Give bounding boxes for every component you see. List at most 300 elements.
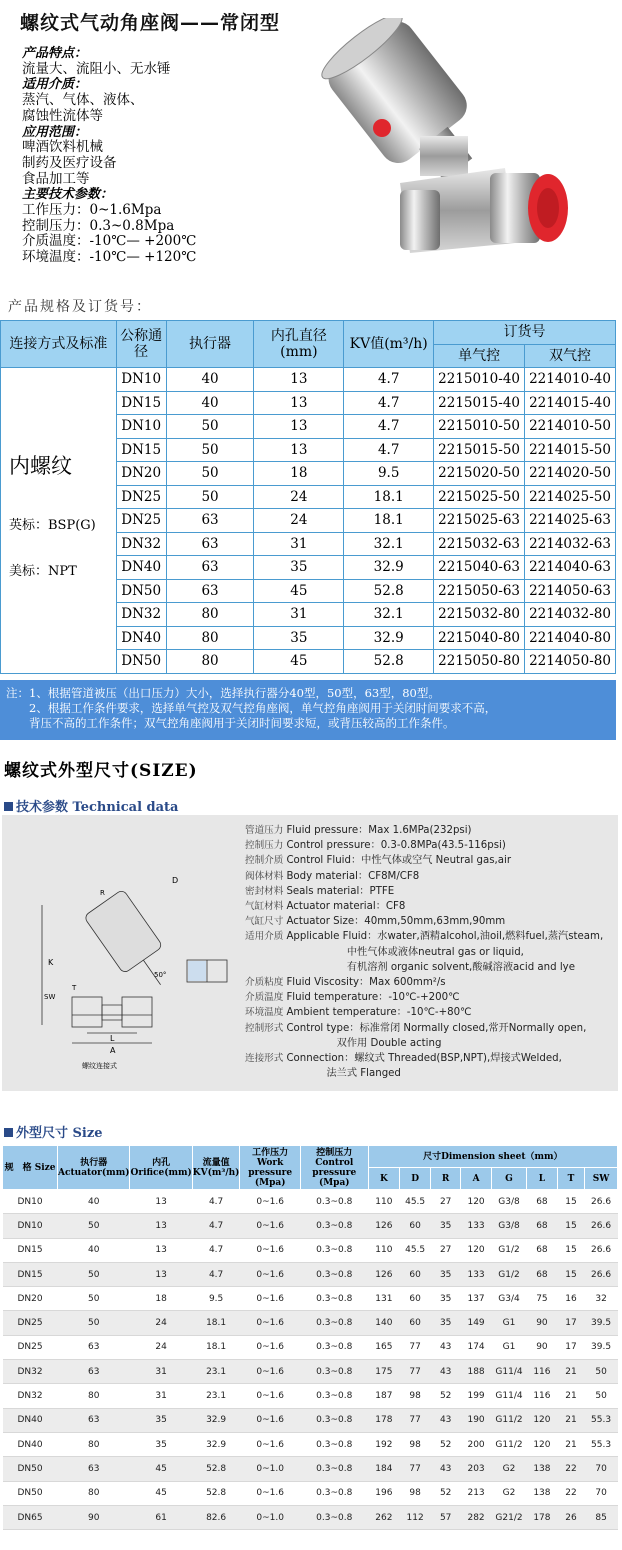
tech-value: 法兰式 Flanged: [245, 1068, 401, 1080]
size-cell: 126: [368, 1214, 400, 1238]
size-cell: 13: [130, 1214, 192, 1238]
svg-text:D: D: [172, 876, 179, 885]
size-cell: 22: [557, 1481, 584, 1505]
size-cell: 39.5: [585, 1335, 618, 1359]
feature-line: 介质温度：-10℃— +200℃: [22, 233, 197, 250]
order-cell: 13: [254, 415, 344, 439]
size-col-work: 工作压力 Work pressure (Mpa): [240, 1146, 300, 1190]
svg-text:K: K: [48, 958, 54, 967]
order-cell: 13: [254, 368, 344, 392]
size-cell: 52: [431, 1481, 461, 1505]
size-cell: 31: [130, 1384, 192, 1408]
page-title: 螺纹式气动角座阀——常闭型: [20, 12, 281, 34]
feature-line: 工作压力：0~1.6Mpa: [22, 202, 162, 219]
dim-col-d: D: [400, 1168, 431, 1190]
order-cell: 2215020-50: [434, 462, 525, 486]
size-cell: 4.7: [192, 1238, 240, 1262]
size-cell: 52: [431, 1432, 461, 1456]
size-cell: G1: [491, 1335, 526, 1359]
order-cell: 2214010-50: [525, 415, 616, 439]
size-cell: 98: [400, 1384, 431, 1408]
size-cell: 85: [585, 1505, 618, 1529]
size-cell: 27: [431, 1238, 461, 1262]
size-cell: 63: [58, 1408, 130, 1432]
size-cell: 60: [400, 1287, 431, 1311]
tech-key: 控制形式: [245, 1022, 287, 1034]
order-cell: 45: [254, 579, 344, 603]
dim-col-g: G: [491, 1168, 526, 1190]
size-cell: 165: [368, 1335, 400, 1359]
size-cell: 0.3~0.8: [300, 1214, 368, 1238]
tech-value: Actuator Size：40mm,50mm,63mm,90mm: [286, 916, 506, 928]
size-cell: 175: [368, 1360, 400, 1384]
order-cell: DN32: [116, 603, 166, 627]
size-cell: 116: [527, 1384, 558, 1408]
order-cell: 18: [254, 462, 344, 486]
tech-item: [245, 1005, 617, 1020]
size-cell: 200: [461, 1432, 492, 1456]
order-cell: 2215032-80: [434, 603, 525, 627]
size-cell: G2: [491, 1457, 526, 1481]
size-cell: 61: [130, 1505, 192, 1529]
svg-text:R: R: [100, 889, 105, 897]
tech-value: Actuator material：CF8: [286, 901, 406, 913]
order-cell: DN25: [116, 485, 166, 509]
feature-line: 流量大、流阻小、无水锤: [22, 60, 171, 77]
size-cell: 190: [461, 1408, 492, 1432]
feature-line: 啤酒饮料机械: [22, 139, 103, 156]
tech-value: Control Fluid：中性气体或空气 Neutral gas,air: [286, 855, 512, 867]
size-cell: 26.6: [585, 1238, 618, 1262]
size-cell: 0~1.6: [240, 1481, 300, 1505]
dim-col-t: T: [557, 1168, 584, 1190]
svg-text:50°: 50°: [154, 971, 167, 979]
tech-key: 管道压力: [245, 825, 287, 836]
size-row: [3, 1408, 618, 1432]
order-cell: 2214020-50: [525, 462, 616, 486]
size-cell: 39.5: [585, 1311, 618, 1335]
size-cell: 131: [368, 1287, 400, 1311]
size-cell: 63: [58, 1457, 130, 1481]
size-cell: 120: [461, 1190, 492, 1214]
size-cell: 0.3~0.8: [300, 1481, 368, 1505]
size-cell: 35: [431, 1262, 461, 1286]
order-cell: DN20: [116, 462, 166, 486]
size-cell: 0.3~0.8: [300, 1190, 368, 1214]
tech-item: [245, 945, 617, 960]
size-cell: 0~1.0: [240, 1457, 300, 1481]
size-col-actuator: 执行器 Actuator(mm): [58, 1146, 130, 1190]
size-cell: 77: [400, 1408, 431, 1432]
size-cell: 35: [130, 1408, 192, 1432]
size-cell: 15: [557, 1190, 584, 1214]
order-cell: 2215010-40: [434, 368, 525, 392]
size-cell: 184: [368, 1457, 400, 1481]
size-cell: 0.3~0.8: [300, 1432, 368, 1456]
tech-item: [245, 1051, 617, 1066]
size-cell: 26.6: [585, 1262, 618, 1286]
dim-col-sw: SW: [585, 1168, 618, 1190]
tech-item: [245, 884, 617, 899]
tech-item: [245, 990, 617, 1005]
size-cell: 0.3~0.8: [300, 1238, 368, 1262]
size-row: [3, 1384, 618, 1408]
size-cell: G3/4: [491, 1287, 526, 1311]
col-bore: 内孔直径(mm): [254, 321, 344, 368]
size-cell: 35: [431, 1287, 461, 1311]
tech-item: [245, 960, 617, 975]
col-order: 订货号: [434, 321, 616, 345]
size-cell: 16: [557, 1287, 584, 1311]
order-cell: 63: [166, 532, 254, 556]
size-cell: 0~1.6: [240, 1335, 300, 1359]
size-col-orifice: 内孔 Orifice(mm): [130, 1146, 192, 1190]
order-cell: 4.7: [344, 391, 434, 415]
size-cell: 68: [527, 1214, 558, 1238]
col-dn: 公称通径: [116, 321, 166, 368]
order-cell: 2214040-63: [525, 556, 616, 580]
tech-item: [245, 823, 617, 838]
size-cell: 52.8: [192, 1457, 240, 1481]
order-cell: 2215050-63: [434, 579, 525, 603]
order-cell: DN32: [116, 532, 166, 556]
spec-title: 产品规格及订货号：: [8, 299, 152, 315]
feature-line: 制药及医疗设备: [22, 154, 117, 171]
size-cell: 40: [58, 1190, 130, 1214]
size-cell: 68: [527, 1238, 558, 1262]
tech-panel: [2, 815, 618, 1091]
size-cell: 18: [130, 1287, 192, 1311]
size-cell: G2: [491, 1481, 526, 1505]
size-cell: 68: [527, 1190, 558, 1214]
size-cell: 26.6: [585, 1190, 618, 1214]
tech-item: [245, 914, 617, 929]
order-cell: 2215010-50: [434, 415, 525, 439]
tech-value: Control pressure：0.3-0.8MPa(43.5-116psi): [286, 840, 506, 852]
order-cell: 2214010-40: [525, 368, 616, 392]
size-cell: 90: [527, 1311, 558, 1335]
size-cell: DN40: [3, 1432, 58, 1456]
size-cell: DN25: [3, 1311, 58, 1335]
col-kv: KV值(m³/h): [344, 321, 434, 368]
feature-line: 控制压力：0.3~0.8Mpa: [22, 217, 175, 234]
size-cell: DN40: [3, 1408, 58, 1432]
size-cell: 35: [431, 1214, 461, 1238]
size-cell: 0.3~0.8: [300, 1457, 368, 1481]
feature-heading: 主要技术参数：: [22, 187, 114, 203]
size-cell: G3/8: [491, 1190, 526, 1214]
size-cell: 0~1.6: [240, 1311, 300, 1335]
order-cell: 50: [166, 485, 254, 509]
valve-photo: [300, 18, 590, 280]
size-cell: 0~1.6: [240, 1432, 300, 1456]
order-cell: 80: [166, 603, 254, 627]
tech-item: [245, 869, 617, 884]
order-cell: 40: [166, 391, 254, 415]
dim-col-a: A: [461, 1168, 492, 1190]
tech-item: [245, 899, 617, 914]
order-cell: DN15: [116, 438, 166, 462]
size-cell: 0~1.6: [240, 1287, 300, 1311]
size-cell: 43: [431, 1335, 461, 1359]
size-row: [3, 1214, 618, 1238]
size-cell: 0~1.6: [240, 1384, 300, 1408]
size-cell: 0~1.6: [240, 1214, 300, 1238]
size-cell: G21/2: [491, 1505, 526, 1529]
size-cell: G11/4: [491, 1384, 526, 1408]
size-row: [3, 1505, 618, 1529]
conn-npt-label: 美标：NPT: [9, 564, 77, 579]
size-cell: 21: [557, 1360, 584, 1384]
tech-key: 气缸材料: [245, 901, 287, 913]
order-cell: 2215040-63: [434, 556, 525, 580]
order-cell: 2214015-50: [525, 438, 616, 462]
order-cell: 13: [254, 438, 344, 462]
order-table: [0, 320, 616, 674]
tech-item: [245, 929, 617, 944]
size-cell: 0~1.0: [240, 1505, 300, 1529]
size-row: [3, 1457, 618, 1481]
order-cell: 52.8: [344, 650, 434, 674]
size-col-control: 控制压力 Control pressure (Mpa): [300, 1146, 368, 1190]
size-cell: 9.5: [192, 1287, 240, 1311]
tech-value: Ambient temperature：-10℃-+80℃: [286, 1007, 472, 1019]
size-cell: 213: [461, 1481, 492, 1505]
col-single: 单气控: [434, 344, 525, 368]
order-cell: 2215025-50: [434, 485, 525, 509]
size-cell: 57: [431, 1505, 461, 1529]
tech-value: Fluid Viscosity：Max 600mm²/s: [286, 977, 446, 989]
order-cell: 2214032-80: [525, 603, 616, 627]
size-cell: 192: [368, 1432, 400, 1456]
tech-key: 介质粘度: [245, 977, 287, 989]
tech-value: Control type：标准常闭 Normally closed,常开Normally open,: [286, 1022, 587, 1034]
size-cell: 0~1.6: [240, 1262, 300, 1286]
feature-line: 蒸汽、气体、液体、: [22, 92, 144, 109]
size-cell: 98: [400, 1432, 431, 1456]
order-cell: 63: [166, 509, 254, 533]
order-cell: DN10: [116, 368, 166, 392]
size-cell: 0.3~0.8: [300, 1287, 368, 1311]
size-cell: 52: [431, 1384, 461, 1408]
size-cell: 27: [431, 1190, 461, 1214]
size-cell: 18.1: [192, 1311, 240, 1335]
tech-key: 密封材料: [245, 885, 287, 897]
size-cell: G1/2: [491, 1262, 526, 1286]
size-cell: 24: [130, 1335, 192, 1359]
order-cell: 2214050-80: [525, 650, 616, 674]
conn-main-label: 内螺纹: [9, 454, 72, 478]
order-cell: 2214025-63: [525, 509, 616, 533]
size-cell: 13: [130, 1262, 192, 1286]
size-cell: 4.7: [192, 1190, 240, 1214]
size-cell: 80: [58, 1432, 130, 1456]
size-cell: 60: [400, 1311, 431, 1335]
size-cell: DN15: [3, 1262, 58, 1286]
order-cell: 13: [254, 391, 344, 415]
size-cell: 45: [130, 1457, 192, 1481]
size-row: [3, 1287, 618, 1311]
size-row: [3, 1481, 618, 1505]
svg-text:T: T: [72, 984, 77, 992]
size-cell: G1: [491, 1311, 526, 1335]
size-cell: 45.5: [400, 1190, 431, 1214]
size-cell: 70: [585, 1481, 618, 1505]
col-actuator: 执行器: [166, 321, 254, 368]
svg-text:螺纹连接式: 螺纹连接式: [82, 1062, 117, 1070]
tech-key: 适用介质: [245, 931, 287, 943]
dim-col-r: R: [431, 1168, 461, 1190]
order-cell: 4.7: [344, 368, 434, 392]
size-cell: 0~1.6: [240, 1190, 300, 1214]
order-cell: 2214032-63: [525, 532, 616, 556]
size-cell: 138: [527, 1481, 558, 1505]
tech-key: 控制压力: [245, 840, 287, 852]
order-cell: 2215032-63: [434, 532, 525, 556]
note-line: 注：1、根据管道被压（出口压力）大小，选择执行器分40型，50型，63型，80型。: [6, 686, 440, 700]
svg-text:L: L: [110, 1034, 115, 1043]
order-cell: 80: [166, 626, 254, 650]
size-cell: 80: [58, 1481, 130, 1505]
size-cell: 0.3~0.8: [300, 1311, 368, 1335]
size-cell: 60: [400, 1262, 431, 1286]
order-note: [0, 680, 616, 740]
size-cell: DN15: [3, 1238, 58, 1262]
size-cell: 0.3~0.8: [300, 1408, 368, 1432]
conn-bsp-label: 英标：BSP(G): [9, 518, 96, 533]
size-cell: 0.3~0.8: [300, 1505, 368, 1529]
size-cell: 110: [368, 1238, 400, 1262]
size-cell: 60: [400, 1214, 431, 1238]
size-cell: 43: [431, 1408, 461, 1432]
size-cell: DN10: [3, 1214, 58, 1238]
size-cell: 203: [461, 1457, 492, 1481]
size-cell: 40: [58, 1238, 130, 1262]
size-cell: 50: [585, 1384, 618, 1408]
dim-col-k: K: [368, 1168, 400, 1190]
size-cell: 50: [58, 1287, 130, 1311]
size-cell: G11/2: [491, 1432, 526, 1456]
size-cell: 116: [527, 1360, 558, 1384]
order-cell: 31: [254, 532, 344, 556]
size-cell: 21: [557, 1384, 584, 1408]
size-cell: 140: [368, 1311, 400, 1335]
feature-line: 食品加工等: [22, 170, 90, 187]
size-cell: 138: [527, 1457, 558, 1481]
size-cell: 63: [58, 1335, 130, 1359]
size-cell: 174: [461, 1335, 492, 1359]
valve-dimension-diagram: [32, 865, 232, 1075]
feature-heading: 适用介质：: [22, 77, 88, 93]
order-cell: 50: [166, 415, 254, 439]
tech-key: 环境温度: [245, 1007, 287, 1019]
size-cell: 70: [585, 1457, 618, 1481]
order-cell: DN40: [116, 626, 166, 650]
size-cell: 120: [461, 1238, 492, 1262]
size-cell: 13: [130, 1238, 192, 1262]
size-cell: 120: [527, 1408, 558, 1432]
size-cell: 31: [130, 1360, 192, 1384]
product-header: [0, 0, 622, 290]
size-heading: 外型尺寸 Size: [4, 1122, 103, 1141]
tech-value: Applicable Fluid：水water,酒精alcohol,油oil,燃料fuel,蒸汽steam,: [286, 931, 604, 943]
size-cell: 0.3~0.8: [300, 1384, 368, 1408]
tech-value: 中性气体或液体neutral gas or liquid,: [245, 946, 524, 958]
note-line: 背压不高的工作条件；双气控角座阀用于关闭时间要求短，或背压较高的工作条件。: [6, 716, 455, 730]
size-cell: 0.3~0.8: [300, 1335, 368, 1359]
svg-text:SW: SW: [44, 993, 56, 1001]
size-cell: 133: [461, 1262, 492, 1286]
size-cell: 21: [557, 1432, 584, 1456]
tech-spec-list: [245, 823, 617, 1081]
tech-value: 有机溶剂 organic solvent,酸碱溶液acid and lye: [245, 961, 575, 973]
size-cell: 178: [527, 1505, 558, 1529]
order-cell: DN25: [116, 509, 166, 533]
size-cell: 52.8: [192, 1481, 240, 1505]
size-cell: 50: [585, 1360, 618, 1384]
tech-heading: 技术参数 Technical data: [4, 796, 178, 815]
order-cell: 18.1: [344, 485, 434, 509]
size-cell: 262: [368, 1505, 400, 1529]
size-cell: 17: [557, 1311, 584, 1335]
size-cell: 133: [461, 1214, 492, 1238]
size-cell: 80: [58, 1384, 130, 1408]
size-cell: DN25: [3, 1335, 58, 1359]
order-cell: 52.8: [344, 579, 434, 603]
size-cell: 75: [527, 1287, 558, 1311]
tech-key: 连接形式: [245, 1053, 287, 1065]
size-cell: 15: [557, 1214, 584, 1238]
size-cell: 77: [400, 1335, 431, 1359]
size-cell: 32.9: [192, 1432, 240, 1456]
size-cell: G11/2: [491, 1408, 526, 1432]
order-cell: 2214025-50: [525, 485, 616, 509]
size-cell: 82.6: [192, 1505, 240, 1529]
tech-item: [245, 1036, 617, 1051]
tech-item: [245, 838, 617, 853]
size-cell: 43: [431, 1360, 461, 1384]
size-cell: 23.1: [192, 1384, 240, 1408]
size-cell: DN50: [3, 1481, 58, 1505]
size-cell: 98: [400, 1481, 431, 1505]
tech-value: Connection：螺纹式 Threaded(BSP,NPT),焊接式Welded,: [286, 1053, 562, 1065]
order-cell: 9.5: [344, 462, 434, 486]
order-cell: DN10: [116, 415, 166, 439]
size-cell: 196: [368, 1481, 400, 1505]
size-cell: 137: [461, 1287, 492, 1311]
order-cell: 80: [166, 650, 254, 674]
size-cell: 32: [585, 1287, 618, 1311]
size-row: [3, 1238, 618, 1262]
size-col-spec: 规 格 Size: [3, 1146, 58, 1190]
size-cell: 178: [368, 1408, 400, 1432]
size-cell: DN20: [3, 1287, 58, 1311]
feature-heading: 产品特点：: [22, 46, 88, 61]
col-double: 双气控: [525, 344, 616, 368]
feature-line: 腐蚀性流体等: [22, 107, 103, 124]
size-cell: 21: [557, 1408, 584, 1432]
tech-value: 双作用 Double acting: [245, 1037, 442, 1049]
size-row: [3, 1360, 618, 1384]
size-cell: 35: [431, 1311, 461, 1335]
size-cell: 26: [557, 1505, 584, 1529]
size-cell: 45.5: [400, 1238, 431, 1262]
order-cell: 2215050-80: [434, 650, 525, 674]
order-cell: 32.9: [344, 626, 434, 650]
size-cell: 4.7: [192, 1214, 240, 1238]
tech-item: [245, 1066, 617, 1081]
tech-key: 气缸尺寸: [245, 916, 287, 928]
